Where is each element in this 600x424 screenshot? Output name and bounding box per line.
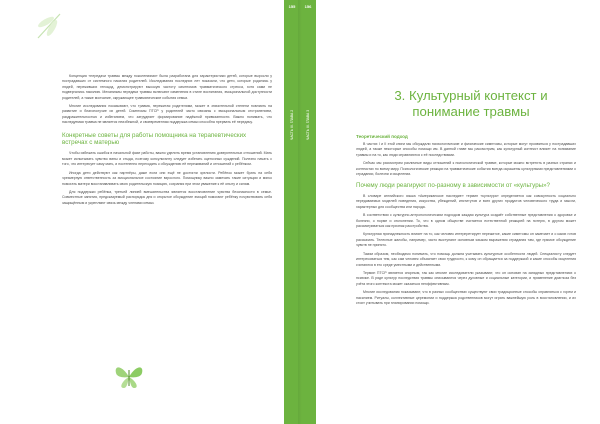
left-section-heading: Конкретные советы для работы помощника на терапевтических встречах с матерью bbox=[62, 131, 247, 147]
chapter-title: 3. Культурный контекст и понимание травмы bbox=[394, 88, 548, 119]
right-paragraph: Таким образом, необходимо понимать, что помощь должна учитывать культурные особенности людей. Специалисту следует интересоваться тем, как сам человек объясняет свои трудности, к кому он обращается за поддержкой и какие способы исцеления считаются в его среде уместными и действенными. bbox=[356, 251, 576, 267]
left-paragraph: Концепция «передачи травмы между поколениями» была разработана для характеристики детей, которые выросли у пострадавших от системного насилия родителей. Исследования последних лет показали, что дети, которые родились у людей, переживших геноцид, демонстрируют высокую частоту симптомов травматического стресса, хотя сами не подвергались насилию. Механизмы передачи травмы включают изменения в стиле воспитания, эмоциональной доступности родителей, а также молчание, окружающее травматические события семьи. bbox=[62, 74, 272, 100]
left-paragraph: Иногда дети действуют как партнёры, даже если они ещё не достигли зрелости. Ребёнок может брать на себя чрезмерную ответственность за эмоциональное состояние взрослого. Помощнику важно замечать такие ситуации и мягко помогать матери восстанавливать свою родительскую позицию, сохраняя при этом уважение к её опыту и силам. bbox=[62, 170, 272, 186]
left-paragraph: Многие исследования показывают, что травма, пережитая родителями, может в значительной степени повлиять на развитие и благополучие их детей. Симптомы ПТСР у родителей часто связаны с эмоциональным отстранением, раздражительностью и избеганием, что затрудняет формирование надёжной привязанности. Важно понимать, что наследуемая травма не является неизбежной, и своевременная поддержка семьи способна прервать её передачу. bbox=[62, 104, 272, 125]
right-page-tab bbox=[300, 0, 316, 424]
right-paragraph: В частях I и II этой книги мы обсуждали психологические и физические симптомы, которые могут проявиться у пострадавших людей, а также некоторые способы помощи им. В данной главе мы рассмотрим, как культурный контекст влияет на понимание травмы и на то, как люди справляются с её последствиями. bbox=[356, 142, 576, 157]
right-page bbox=[300, 0, 600, 424]
right-paragraph: В словаре английского языка «Американское наследие» термин «культура» определяется как совокупность социально передаваемых моделей поведения, искусства, убеждений, институтов и всех других продуктов человеческого труда и мысли, характерных для сообщества или народа. bbox=[356, 194, 576, 209]
right-paragraph: В соответствии с культурно-антропологическим подходом каждая культура создаёт собственные представления о здоровье и болезни, о норме и отклонении. То, что в одном обществе считается естественной реакцией на потерю, в другом может рассматриваться как признак расстройства. bbox=[356, 213, 576, 229]
right-running-head: ЧАСТЬ III. ГЛАВА 3 bbox=[306, 109, 310, 140]
dragonfly-icon bbox=[30, 6, 70, 46]
right-paragraph: Сейчас мы рассмотрим различные виды отношений к психологической травме, которые можно встретить в разных странах и контекстах по всему миру. Психологические реакции на травматические события всегда окрашены культурными представлениями о страдании, болезни и исцелении. bbox=[356, 161, 576, 177]
left-page-number: 155 bbox=[288, 4, 296, 9]
left-column bbox=[62, 74, 272, 209]
right-paragraph: Многие исследования показывают, что в разных сообществах существуют свои традиционные способы справляться с горем и насилием. Ритуалы, коллективные церемонии и поддержка родственников могут играть важнейшую роль в восстановлении, и их стоит учитывать при планировании помощи. bbox=[356, 290, 576, 305]
left-paragraph: Для поддержки ребёнка, третьей линией вмешательства является восстановление чувства безопасности в семье. Совместные занятия, предсказуемый распорядок дня и открытое обсуждение эмоций помогают ребёнку почувствовать себя защищённым и укрепляют связь между членами семьи. bbox=[62, 189, 272, 205]
spine-shadow bbox=[298, 0, 302, 424]
left-running-head: ЧАСТЬ III. ГЛАВА 2 bbox=[290, 109, 294, 140]
right-sub-heading: Теоретический подход bbox=[356, 134, 408, 139]
right-column bbox=[356, 134, 576, 309]
left-paragraph: Чтобы избежать ошибок в начальной фазе работы, важно уделить время установлению доверительных отношений. Мать может испытывать чувство вины и стыда, поэтому консультанту следует избегать оценочных суждений. Полезно начать с того, что интересует саму мать, и постепенно переходить к обсуждению её переживаний и отношений с ребёнком. bbox=[62, 151, 272, 167]
butterfly-icon bbox=[112, 362, 146, 392]
right-paragraph: Термин ПТСР является спорным, так как многие исследователи указывают, что он основан на западных представлениях о психике. В ряде культур последствия травмы описываются через духовные и социальные категории, и применение диагноза без учёта этого контекста может оказаться неэффективным. bbox=[356, 270, 576, 286]
right-page-number: 156 bbox=[304, 4, 312, 9]
right-paragraph: Культурная принадлежность влияет на то, как человек интерпретирует пережитое, какие симптомы он замечает и о каких готов рассказать. Телесные жалобы, например, часто выступают основным языком выражения страдания там, где прямое обсуждение чувств не принято. bbox=[356, 232, 576, 248]
right-section-heading: Почему люди реагируют по-разному в зависимости от «культуры»? bbox=[356, 182, 550, 190]
